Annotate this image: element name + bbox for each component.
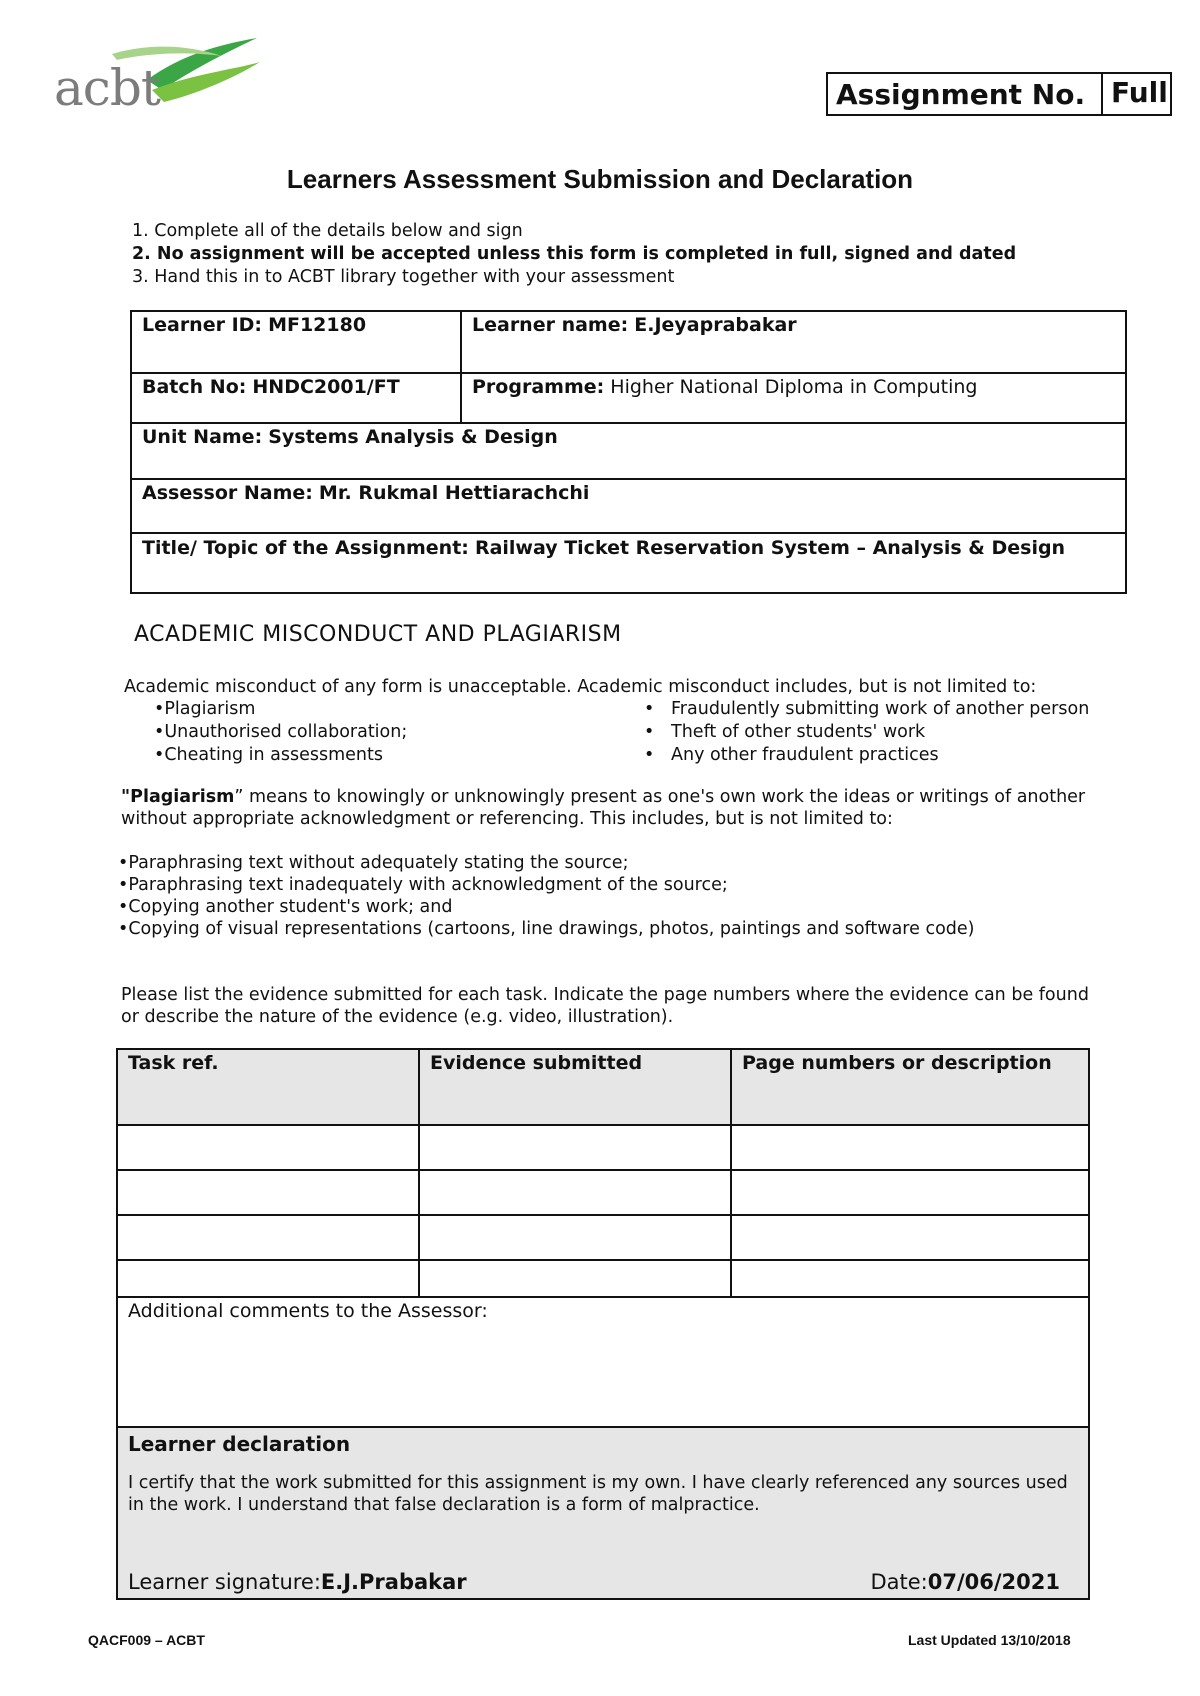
- misconduct-left-list: [154, 698, 407, 767]
- programme-cell: Programme: Higher National Diploma in Computing: [461, 373, 1126, 423]
- comments-row: [117, 1297, 1089, 1427]
- page-title: Learners Assessment Submission and Declaration: [286, 164, 914, 194]
- list-item: • Fraudulently submitting work of another person: [644, 699, 1090, 719]
- page-numbers-input[interactable]: [731, 1125, 1089, 1170]
- task-ref-input[interactable]: [117, 1215, 419, 1260]
- topic-cell: Title/ Topic of the Assignment: Railway Ticket Reservation System – Analysis & Design: [131, 533, 1126, 593]
- assignment-number-box: [826, 72, 1172, 116]
- footer-form-code: QACF009 – ACBT: [88, 1632, 205, 1648]
- list-item: • Any other fraudulent practices: [644, 745, 939, 765]
- learner-declaration: [117, 1427, 1089, 1599]
- col-page-numbers: Page numbers or description: [731, 1049, 1089, 1125]
- learner-signature: Learner signature:E.J.Prabakar: [128, 1570, 467, 1594]
- evidence-instructions: Please list the evidence submitted for each task. Indicate the page numbers where the evidence can be found or describe the nature of the evidence (e.g. video, illustration).: [121, 985, 1089, 1027]
- misconduct-intro: Academic misconduct of any form is unacceptable. Academic misconduct includes, but is not limited to:: [124, 677, 1037, 697]
- footer-last-updated: Last Updated 13/10/2018: [908, 1632, 1071, 1648]
- list-item: •Cheating in assessments: [154, 745, 383, 765]
- declaration-text: I certify that the work submitted for this assignment is my own. I have clearly referenced any sources used in the work. I understand that false declaration is a form of malpractice.: [128, 1473, 1068, 1515]
- assessor-comments-field[interactable]: [117, 1297, 1089, 1427]
- declaration-date: Date:07/06/2021: [870, 1570, 1060, 1594]
- list-item: •Copying of visual representations (cartoons, line drawings, photos, paintings and software code): [118, 919, 975, 939]
- assignment-value: Full: [1111, 76, 1168, 109]
- assignment-label: Assignment No.: [828, 74, 1103, 114]
- col-evidence-submitted: Evidence submitted: [419, 1049, 731, 1125]
- assessor-cell: Assessor Name: Mr. Rukmal Hettiarachchi: [131, 479, 1126, 533]
- plagiarism-list: [118, 852, 974, 940]
- instruction-item-bold: 2. No assignment will be accepted unless this form is completed in full, signed and dated: [132, 244, 1017, 264]
- table-row: [117, 1215, 1089, 1260]
- instructions-list: [132, 220, 1016, 289]
- declaration-title: Learner declaration: [128, 1432, 351, 1456]
- table-row: [117, 1260, 1089, 1297]
- learner-id-cell: Learner ID: MF12180: [131, 311, 461, 373]
- task-ref-input[interactable]: [117, 1125, 419, 1170]
- date-value: 07/06/2021: [927, 1570, 1060, 1594]
- page-numbers-input[interactable]: [731, 1170, 1089, 1215]
- list-item: • Theft of other students' work: [644, 722, 926, 742]
- plagiarism-definition: "Plagiarism” means to knowingly or unknowingly present as one's own work the ideas or writings of another without appropriate acknowledgment or referencing. This includes, but is not limited to:: [121, 787, 1086, 829]
- evidence-input[interactable]: [419, 1215, 731, 1260]
- signature-value: E.J.Prabakar: [320, 1570, 467, 1594]
- declaration-row: [117, 1427, 1089, 1599]
- evidence-table: [116, 1048, 1090, 1600]
- misconduct-heading: ACADEMIC MISCONDUCT AND PLAGIARISM: [134, 622, 622, 647]
- instruction-item: 1. Complete all of the details below and sign: [132, 221, 523, 241]
- task-ref-input[interactable]: [117, 1260, 419, 1297]
- comments-label: Additional comments to the Assessor:: [128, 1300, 488, 1322]
- misconduct-right-list: [644, 698, 1089, 767]
- table-row: [117, 1125, 1089, 1170]
- learner-name-cell: Learner name: E.Jeyaprabakar: [461, 311, 1126, 373]
- unit-cell: Unit Name: Systems Analysis & Design: [131, 423, 1126, 479]
- learner-details-table: [130, 310, 1127, 594]
- plagiarism-term: "Plagiarism: [121, 787, 235, 807]
- page-numbers-input[interactable]: [731, 1215, 1089, 1260]
- col-task-ref: Task ref.: [117, 1049, 419, 1125]
- instruction-item: 3. Hand this in to ACBT library together with your assessment: [132, 267, 675, 287]
- table-header-row: [117, 1049, 1089, 1125]
- evidence-input[interactable]: [419, 1170, 731, 1215]
- list-item: •Paraphrasing text without adequately stating the source;: [118, 853, 629, 873]
- list-item: •Plagiarism: [154, 699, 256, 719]
- acbt-logo-text: acbt: [54, 59, 160, 117]
- page-numbers-input[interactable]: [731, 1260, 1089, 1297]
- evidence-input[interactable]: [419, 1260, 731, 1297]
- task-ref-input[interactable]: [117, 1170, 419, 1215]
- list-item: •Unauthorised collaboration;: [154, 722, 408, 742]
- batch-cell: Batch No: HNDC2001/FT: [131, 373, 461, 423]
- evidence-input[interactable]: [419, 1125, 731, 1170]
- list-item: •Copying another student's work; and: [118, 897, 453, 917]
- list-item: •Paraphrasing text inadequately with acknowledgment of the source;: [118, 875, 728, 895]
- table-row: [117, 1170, 1089, 1215]
